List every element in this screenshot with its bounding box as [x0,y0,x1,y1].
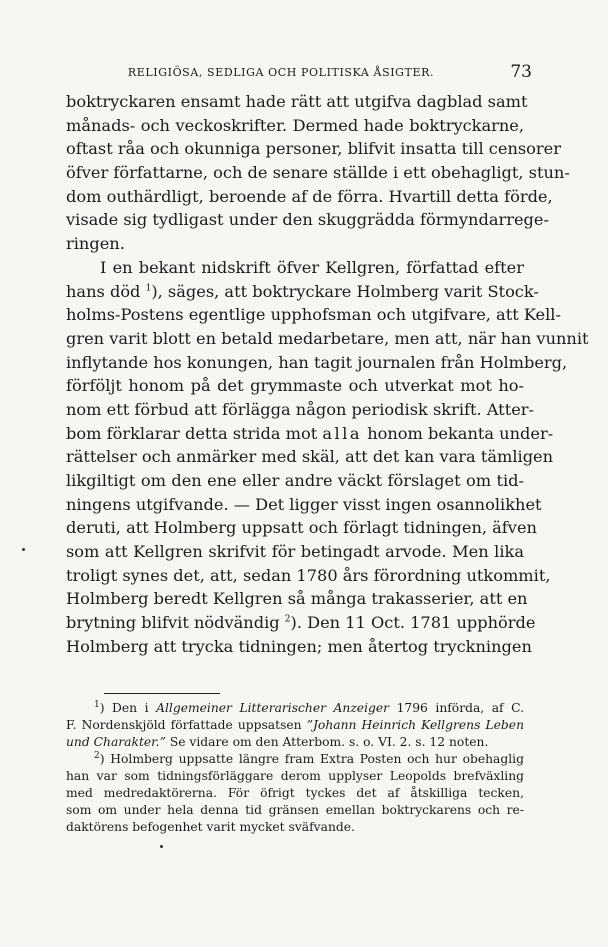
text-line [66,280,539,304]
running-head: RELIGIÖSA, SEDLIGA OCH POLITISKA ÅSIGTER. [127,66,435,79]
footnote-ref-2[interactable]: 2 [284,614,291,625]
text-line: ningens utgifvande. — Det ligger visst ingen osannolikhet [66,494,542,514]
footnote-1-line [66,700,524,717]
text-line: Holmberg att trycka tidningen; men återtog tryckningen [66,636,532,656]
text-line: I en bekant nidskrift öfver Kellgren, författad efter [100,257,524,277]
paper-speck [160,845,163,848]
essay-title: ”Johann Heinrich Kellgrens Leben [306,718,524,732]
text-fragment: ), säges, att boktryckare Holmberg varit Stock- [151,281,539,301]
text-line: dom outhärdligt, beroende af de förra. Hvartill detta förde, [66,186,553,206]
text-line: förföljt honom på det grymmaste och utverkat mot ho- [66,376,524,396]
footnote-ref-1[interactable]: 1 [145,283,152,294]
text-line [66,611,536,635]
text-line: likgiltigt om den ene eller andre väckt förslaget om tid- [66,471,524,490]
footnote-mark-1: 1 [94,699,100,710]
text-line: gren varit blott en betald medarbetare, men att, när han vunnit [66,328,589,348]
footnote-text: 1796 införda, af C. [396,701,524,715]
footnote-2-line [66,751,524,768]
footnote-text: F. Nordenskjöld författade uppsatsen [66,718,302,732]
text-fragment: honom bekanta under- [367,423,554,443]
body-text [66,90,589,659]
text-line: boktryckaren ensamt hade rätt att utgifva dagblad samt [66,92,528,111]
text-line: ringen. [66,234,125,254]
footnote-2-line: daktörens befogenhet varit mycket sväfvande. [66,820,355,834]
text-line: öfver författarne, och de senare ställde i ett obehagligt, stun- [66,163,570,183]
footnote-2-line: som om under hela denna tid gränsen emellan boktryckarens och re- [66,803,524,817]
footnote-2-line: han var som tidningsförläggare derom upplyser Leopolds brefväxling [66,769,524,783]
text-line: visade sig tydligast under den skuggrädda förmyndarrege- [66,210,549,230]
text-line: Holmberg beredt Kellgren så många trakasserier, att en [66,589,528,609]
footnote-text: ) Den i [99,701,149,715]
emphasis-spaced: alla [322,423,363,443]
text-line: troligt synes det, att, sedan 1780 års förordning utkommit, [66,565,551,585]
footnote-1-line [66,734,524,751]
paper-speck [22,548,25,551]
text-line: rättelser och anmärker med skäl, att det kan vara tämligen [66,447,554,467]
text-line: holms-Postens egentlige upphofsman och utgifvare, att Kell- [66,305,561,325]
text-fragment: brytning blifvit nödvändig [66,613,280,633]
text-line: deruti, att Holmberg uppsatt och förlagt tidningen, äfven [66,518,537,538]
text-line: som att Kellgren skrifvit för betingadt arvode. Men lika [66,542,524,562]
text-fragment: hans död [66,281,141,301]
text-line: inflytande hos konungen, han tagit journalen från Holmberg, [66,352,568,372]
text-fragment: bom förklarar detta strida mot [66,423,318,443]
text-line: nom ett förbud att förlägga någon periodisk skrift. Atter- [66,399,534,419]
footnote-2-line: med medredaktörerna. För öfrigt tyckes det af åtskilliga tecken, [66,786,524,800]
text-fragment: ). Den 11 Oct. 1781 upphörde [290,613,536,633]
text-line: månads- och veckoskrifter. Dermed hade boktryckarne, [66,115,524,135]
page-number: 73 [510,62,532,82]
footnote-text: ) Holmberg uppsatte längre fram Extra Posten och hur obehaglig [99,752,524,766]
footnote-text: Se vidare om den Atterbom. s. o. VI. 2. s. 12 noten. [169,735,489,749]
footnote-1-line [66,717,524,734]
footnote-mark-2: 2 [94,750,100,761]
source-title: Allgemeiner Litterarischer Anzeiger [156,701,390,715]
text-line: oftast råa och okunniga personer, blifvit insatta till censorer [66,139,561,159]
page-header [70,62,532,84]
footnote-divider [104,693,220,694]
text-line [66,422,554,446]
footnotes [66,700,524,836]
essay-title: und Charakter.” [66,735,166,749]
